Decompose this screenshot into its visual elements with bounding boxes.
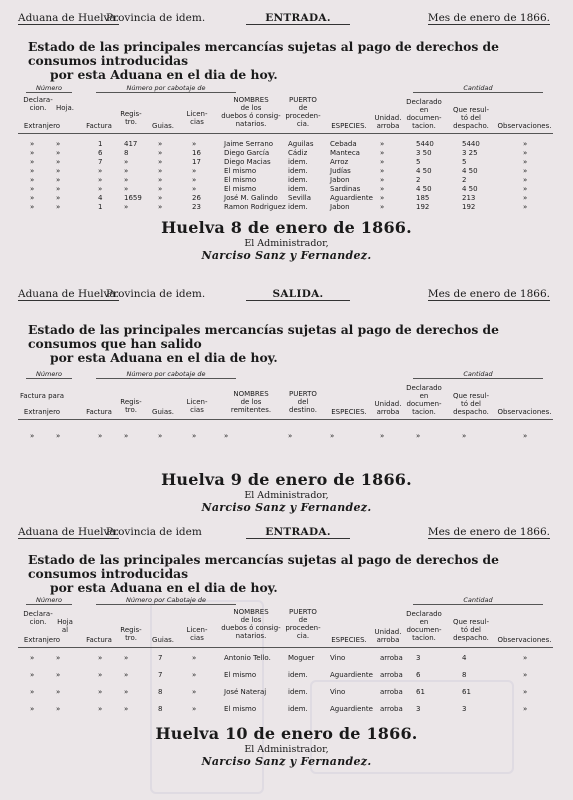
col-extranjero: Extranjero [23,122,61,130]
header-aduana: Aduana de Huelva. [18,288,119,300]
cell-registro: » [124,688,129,696]
cell-licencias: » [192,176,197,184]
col-licencias: Licen- cias [186,110,208,126]
col-unidad: Unidad. arroba [374,400,402,416]
cell-guias: » [158,140,163,148]
closing-role: El Administrador, [244,744,329,755]
cell-declarado: 2 [416,176,421,184]
cell-declarado: 6 [416,671,421,679]
cell-registro: » [124,203,129,211]
header-movement: ENTRADA. [246,12,350,25]
cell-declarado: 4 50 [416,185,432,193]
table-row [18,705,553,715]
cell-declarado: 3 [416,654,421,662]
header-provincia: Provincia de idem. [106,12,206,24]
cell-puerto: Moguer [288,654,315,662]
cell-unidad: » [380,185,385,193]
cell-puerto: idem. [288,185,308,193]
cell-guias: 8 [158,705,163,713]
cell-hoja: » [56,432,61,440]
cell-observaciones: » [523,203,528,211]
cell-especie: » [330,432,335,440]
title-line-2: por esta Aduana en el dia de hoy. [50,580,278,595]
col-especies: ESPECIES. [331,636,367,644]
table-row [18,654,553,664]
cell-factura: 7 [98,158,103,166]
cell-registro: 8 [124,149,129,157]
cell-especie: Sardinas [330,185,361,193]
cell-guias: » [158,185,163,193]
header-rule [18,419,553,420]
header-date: Mes de enero de 1866. [427,12,550,24]
cell-declarado: 192 [416,203,430,211]
cell-resultado: 5 [462,158,467,166]
col-unidad: Unidad. arroba [374,628,402,644]
cell-declaracion: » [30,688,35,696]
group-numero: Número [26,596,72,605]
cell-nombre: El mismo [224,176,257,184]
cell-unidad: » [380,203,385,211]
cell-factura: » [98,705,103,713]
goods-table [18,596,553,721]
cell-licencias: » [192,140,197,148]
group-cantidad: Cantidad [413,370,543,379]
cell-declaracion: » [30,149,35,157]
col-declaracion: Declara- cion. [23,610,53,626]
cell-declarado: 5440 [416,140,434,148]
cell-hoja: » [56,203,61,211]
col-unidad: Unidad. arroba [374,114,402,130]
cell-declarado: 61 [416,688,425,696]
col-extranjero: Extranjero [23,408,61,416]
goods-table [18,370,553,450]
signature-name: Narciso Sanz y Fernandez. [201,249,372,262]
cell-licencias: » [192,654,197,662]
cell-observaciones: » [523,140,528,148]
cell-factura: » [98,176,103,184]
cell-unidad: » [380,432,385,440]
cell-puerto: idem. [288,671,308,679]
section-title [28,40,553,82]
cell-factura: » [98,185,103,193]
closing-block [0,218,573,262]
closing-block [0,470,573,514]
title-line-2: por esta Aduana en el dia de hoy. [50,350,278,365]
signature-name: Narciso Sanz y Fernandez. [201,755,372,768]
cell-registro: » [124,705,129,713]
header-movement: SALIDA. [246,288,350,301]
cell-licencias: 16 [192,149,201,157]
cell-guias: » [158,167,163,175]
closing-date: Huelva 8 de enero de 1866. [161,218,412,237]
group-cantidad: Cantidad [413,84,543,93]
cell-especie: Cebada [330,140,357,148]
col-factura: Factura [86,636,112,644]
title-line-1: Estado de las principales mercancías sujetas al pago de derechos de consumos que han salido [28,322,499,351]
cell-hoja: » [56,185,61,193]
col-licencias: Licen- cias [186,626,208,642]
closing-role: El Administrador, [244,490,329,501]
cell-factura: » [98,688,103,696]
cell-factura: 6 [98,149,103,157]
table-row [18,671,553,681]
cell-guias: 8 [158,688,163,696]
col-extranjero: Extranjero [23,636,61,644]
closing-date: Huelva 9 de enero de 1866. [161,470,412,489]
signature-name: Narciso Sanz y Fernandez. [201,501,372,514]
cell-nombre: El mismo [224,705,257,713]
header-rule [18,133,553,134]
group-cabotaje: Número por Cabotaje de [96,596,236,605]
cell-registro: 417 [124,140,138,148]
group-numero: Número [26,84,72,93]
col-declaracion: Declara- cion. [23,96,53,112]
cell-nombre: El mismo [224,185,257,193]
header-aduana: Aduana de Huelva. [18,12,119,24]
cell-puerto: idem. [288,158,308,166]
cell-nombre: José Nateraj [224,688,267,696]
cell-resultado: 3 [462,705,467,713]
col-hoja: Hoja al [57,618,73,634]
col-registro: Regis- tro. [120,110,142,126]
col-factura: Factura [86,122,112,130]
cell-declarado: 4 50 [416,167,432,175]
group-numero: Número [26,370,72,379]
cell-guias: » [158,176,163,184]
closing-date: Huelva 10 de enero de 1866. [155,724,418,743]
col-factura: Factura [86,408,112,416]
table-row [18,688,553,698]
col-registro: Regis- tro. [120,398,142,414]
cell-hoja: » [56,194,61,202]
group-cabotaje: Número por cabotaje de [96,84,236,93]
table-row [18,203,553,213]
cell-puerto: idem. [288,203,308,211]
cell-especie: Aguardiente [330,671,373,679]
title-line-1: Estado de las principales mercancías sujetas al pago de derechos de consumos introducidas [28,39,499,68]
cell-puerto: Aguilas [288,140,314,148]
cell-licencias: » [192,167,197,175]
header-date: Mes de enero de 1866. [427,526,550,538]
cell-declarado: 3 [416,705,421,713]
cell-factura: 1 [98,203,103,211]
group-cantidad: Cantidad [413,596,543,605]
col-guias: Guias. [152,636,174,644]
cell-puerto: idem. [288,705,308,713]
cell-factura: 1 [98,140,103,148]
cell-observaciones: » [523,185,528,193]
col-puerto: PUERTO de proceden- cia. [285,608,321,640]
cell-factura: » [98,432,103,440]
cell-registro: » [124,167,129,175]
header-aduana: Aduana de Huelva. [18,526,119,538]
cell-observaciones: » [523,432,528,440]
cell-resultado: 4 50 [462,167,478,175]
cell-hoja: » [56,688,61,696]
cell-observaciones: » [523,654,528,662]
cell-puerto: Cádiz [288,149,308,157]
cell-nombre: » [224,432,229,440]
cell-observaciones: » [523,671,528,679]
cell-declarado: 185 [416,194,430,202]
cell-especie: Aguardiente [330,705,373,713]
cell-declarado: 5 [416,158,421,166]
cell-resultado: 213 [462,194,476,202]
cell-registro: » [124,671,129,679]
cell-licencias: 17 [192,158,201,166]
cell-puerto: Sevilla [288,194,312,202]
cell-unidad: arroba [380,671,403,679]
cell-especie: Arroz [330,158,349,166]
col-resultado: Que resul- tó del despacho. [452,392,490,416]
cell-resultado: 5440 [462,140,480,148]
cell-unidad: arroba [380,705,403,713]
section-header [18,526,550,542]
cell-unidad: arroba [380,688,403,696]
cell-hoja: » [56,671,61,679]
header-provincia: Provincia de idem [106,526,202,538]
col-registro: Regis- tro. [120,626,142,642]
cell-unidad: arroba [380,654,403,662]
cell-observaciones: » [523,176,528,184]
col-nombres: NOMBRES de los duebos ó consig- natarios. [221,96,281,128]
col-especies: ESPECIES. [331,122,367,130]
cell-hoja: » [56,167,61,175]
cell-nombre: Diego Macias [224,158,271,166]
section-header [18,288,550,304]
cell-declaracion: » [30,203,35,211]
col-puerto: PUERTO de proceden- cia. [285,96,321,128]
cell-unidad: » [380,167,385,175]
col-nombres: NOMBRES de los duebos ó consig- natarios. [221,608,281,640]
cell-resultado: 8 [462,671,467,679]
title-line-1: Estado de las principales mercancías sujetas al pago de derechos de consumos introducidas [28,552,499,581]
section-header [18,12,550,28]
cell-declaracion: » [30,158,35,166]
closing-block [0,724,573,768]
col-guias: Guias. [152,408,174,416]
cell-licencias: » [192,185,197,193]
cell-factura: » [98,671,103,679]
cell-unidad: » [380,140,385,148]
table-row [18,432,553,442]
cell-nombre: Ramon Rodriguez [224,203,286,211]
cell-puerto: idem. [288,176,308,184]
cell-declaracion: » [30,194,35,202]
cell-guias: » [158,158,163,166]
cell-registro: » [124,432,129,440]
cell-guias: 7 [158,671,163,679]
cell-observaciones: » [523,688,528,696]
cell-hoja: » [56,149,61,157]
cell-hoja: » [56,654,61,662]
cell-unidad: » [380,158,385,166]
cell-guias: » [158,432,163,440]
cell-hoja: » [56,705,61,713]
cell-guias: » [158,203,163,211]
cell-nombre: José M. Galindo [224,194,278,202]
col-licencias: Licen- cias [186,398,208,414]
cell-especie: Vino [330,654,346,662]
cell-licencias: 23 [192,203,201,211]
cell-observaciones: » [523,149,528,157]
cell-hoja: » [56,140,61,148]
cell-declaracion: » [30,176,35,184]
cell-factura: » [98,654,103,662]
cell-factura: » [98,167,103,175]
cell-especie: Judías [330,167,351,175]
cell-declaracion: » [30,654,35,662]
cell-registro: » [124,185,129,193]
cell-nombre: El mismo [224,167,257,175]
cell-observaciones: » [523,167,528,175]
cell-observaciones: » [523,194,528,202]
closing-role: El Administrador, [244,238,329,249]
title-line-2: por esta Aduana en el dia de hoy. [50,67,278,82]
cell-nombre: El mismo [224,671,257,679]
col-observaciones: Observaciones. [497,122,552,130]
header-provincia: Provincia de idem. [106,288,206,300]
cell-especie: Manteca [330,149,360,157]
cell-resultado: 2 [462,176,467,184]
cell-licencias: » [192,705,197,713]
cell-declaracion: » [30,671,35,679]
header-date: Mes de enero de 1866. [427,288,550,300]
cell-nombre: Jaime Serrano [224,140,274,148]
col-nombres: NOMBRES de los remitentes. [230,390,272,414]
col-resultado: Que resul- tó del despacho. [452,618,490,642]
cell-declarado: » [416,432,421,440]
cell-declaracion: » [30,185,35,193]
cell-especie: Jabon [330,176,350,184]
group-cabotaje: Número por cabotaje de [96,370,236,379]
cell-resultado: » [462,432,467,440]
cell-observaciones: » [523,705,528,713]
cell-resultado: 4 [462,654,467,662]
cell-declaracion: » [30,140,35,148]
cell-factura: 4 [98,194,103,202]
cell-resultado: 192 [462,203,476,211]
cell-especie: Aguardiente [330,194,373,202]
cell-declaracion: » [30,167,35,175]
cell-registro: 1659 [124,194,142,202]
cell-declaracion: » [30,705,35,713]
cell-unidad: » [380,176,385,184]
cell-registro: » [124,654,129,662]
cell-hoja: » [56,158,61,166]
cell-observaciones: » [523,158,528,166]
cell-declaracion: » [30,432,35,440]
cell-guias: » [158,149,163,157]
goods-table [18,84,553,214]
cell-unidad: » [380,194,385,202]
col-guias: Guias. [152,122,174,130]
col-declarado: Declarado en documen- tacion. [406,610,442,642]
cell-especie: Vino [330,688,346,696]
cell-nombre: Diego García [224,149,270,157]
cell-licencias: 26 [192,194,201,202]
cell-unidad: » [380,149,385,157]
cell-licencias: » [192,432,197,440]
cell-resultado: 3 25 [462,149,478,157]
col-resultado: Que resul- tó del despacho. [452,106,490,130]
col-declarado: Declarado en documen- tacion. [406,384,442,416]
cell-puerto: » [288,432,293,440]
cell-declarado: 3 50 [416,149,432,157]
cell-puerto: idem. [288,688,308,696]
cell-especie: Jabon [330,203,350,211]
cell-guias: » [158,194,163,202]
cell-licencias: » [192,671,197,679]
col-observaciones: Observaciones. [497,408,552,416]
header-movement: ENTRADA. [246,526,350,539]
col-hoja: Hoja. [55,104,74,112]
col-declarado: Declarado en documen- tacion. [406,98,442,130]
cell-registro: » [124,158,129,166]
cell-puerto: idem. [288,167,308,175]
section-title [28,553,553,595]
header-rule [18,647,553,648]
cell-hoja: » [56,176,61,184]
cell-resultado: 4 50 [462,185,478,193]
cell-nombre: Antonio Tello. [224,654,271,662]
cell-registro: » [124,176,129,184]
cell-licencias: » [192,688,197,696]
col-puerto: PUERTO del destino. [289,390,317,414]
cell-resultado: 61 [462,688,471,696]
section-title [28,323,553,365]
col-observaciones: Observaciones. [497,636,552,644]
col-factura-para: Factura para [20,392,64,400]
col-especies: ESPECIES. [331,408,367,416]
cell-guias: 7 [158,654,163,662]
